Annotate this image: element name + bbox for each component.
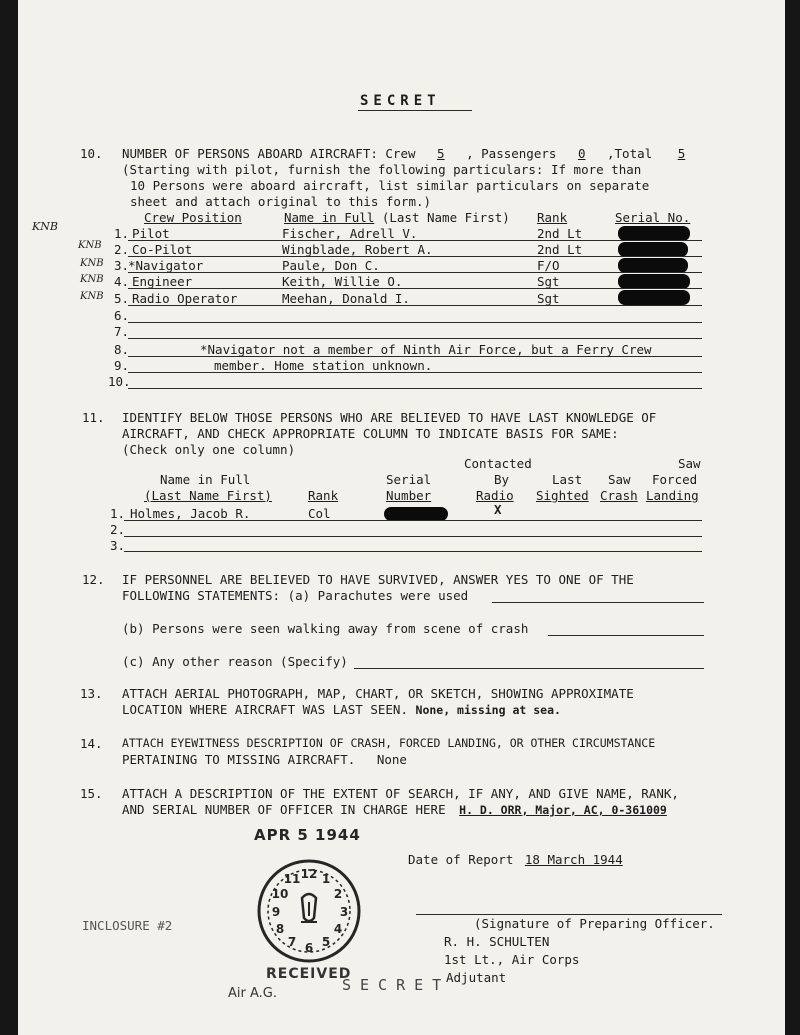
crew-row-4-rank: Sgt (537, 274, 560, 289)
s10-col-serial: Serial No. (615, 210, 691, 225)
s10-passengers-label: , Passengers (466, 146, 557, 161)
s11-row2-number: 2. (110, 522, 126, 537)
signature-caption: (Signature of Preparing Officer. (474, 916, 715, 931)
s11-row1-number: 1. (110, 506, 126, 521)
received-stamp: RECEIVED (266, 966, 352, 982)
s10-line1 (122, 146, 703, 161)
crew-row-2-rank: 2nd Lt (537, 242, 583, 257)
crew-row-10-line (128, 388, 702, 389)
s15-answer: H. D. ORR, Major, AC, 0-361009 (459, 803, 667, 817)
officer-title: Adjutant (446, 970, 507, 985)
s11-header-name: Name in Full (160, 472, 251, 487)
svg-text:6: 6 (304, 941, 314, 955)
crew-row-2-name: Wingblade, Robert A. (282, 242, 433, 257)
date-of-report (408, 852, 675, 867)
s14-answer: None (376, 752, 407, 767)
officer-name: R. H. SCHULTEN (444, 934, 550, 949)
crew-row-1-number: 1. (114, 226, 130, 241)
crew-row-2-position: Co-Pilot (132, 242, 193, 257)
s11-header-number: Number (386, 488, 432, 503)
svg-text:1: 1 (321, 872, 331, 886)
crew-row-10-number: 10. (108, 374, 131, 389)
s11-header-name-sub: (Last Name First) (144, 488, 272, 503)
s15-line1: ATTACH A DESCRIPTION OF THE EXTENT OF SEARCH, IF ANY, AND GIVE NAME, RANK, (122, 786, 679, 801)
s11-header-radio: Radio (476, 488, 514, 503)
crew-row-5-position: Radio Operator (132, 291, 238, 306)
crew-row-4-initials: KNB (80, 274, 104, 285)
svg-text:2: 2 (333, 887, 343, 901)
crew-row-4-line (128, 288, 702, 289)
s11-line2: AIRCRAFT, AND CHECK APPROPRIATE COLUMN TO INDICATE BASIS FOR SAME: (122, 426, 619, 441)
navigator-note-line1: *Navigator not a member of Ninth Air Force, but a Ferry Crew (200, 342, 652, 357)
crew-row-3-name: Paule, Don C. (282, 258, 380, 273)
inclosure-label: INCLOSURE #2 (82, 918, 173, 933)
crew-row-3-rank: F/O (537, 258, 560, 273)
s12-b-answer-line (548, 635, 704, 636)
s11-row3-line (124, 551, 702, 552)
s11-header-landing: Landing (646, 488, 699, 503)
s10-col-name-sub: (Last Name First) (381, 210, 510, 225)
crew-row-2-line (128, 256, 702, 257)
crew-row-9-number: 9. (114, 358, 130, 373)
signature-line (416, 914, 722, 915)
s14-number: 14. (80, 736, 103, 751)
crew-row-8-number: 8. (114, 342, 130, 357)
s10-passengers-value: 0 (577, 146, 586, 161)
crew-row-3-number: 3. (114, 258, 130, 273)
s13-answer: None, missing at sea. (415, 703, 561, 717)
svg-text:4: 4 (333, 922, 343, 936)
s11-header-crash: Crash (600, 488, 638, 503)
s13-line2-text: LOCATION WHERE AIRCRAFT WAS LAST SEEN. (122, 702, 408, 717)
s15-line2 (122, 802, 667, 818)
crew-row-1-rank: 2nd Lt (537, 226, 583, 241)
s11-header-saw-forced: Saw (678, 456, 701, 471)
crew-row-2-serial-redaction (618, 242, 688, 257)
s11-row1-name: Holmes, Jacob R. (130, 506, 251, 521)
s10-col-name-main: Name in Full (284, 210, 375, 225)
svg-text:8: 8 (275, 922, 285, 936)
classification-footer: SECRET (342, 976, 451, 994)
s10-crew-label: NUMBER OF PERSONS ABOARD AIRCRAFT: Crew (122, 146, 416, 161)
crew-row-1-initials: KNB (32, 220, 58, 233)
s11-header-contacted: Contacted (464, 456, 532, 471)
crew-row-4-name: Keith, Willie O. (282, 274, 403, 289)
crew-row-5-serial-redaction (618, 290, 690, 305)
s11-header-forced: Forced (652, 472, 698, 487)
crew-row-1-position: Pilot (132, 226, 170, 241)
crew-row-1-name: Fischer, Adrell V. (282, 226, 418, 241)
svg-text:12: 12 (300, 867, 318, 881)
s11-row1-rank: Col (308, 506, 331, 521)
crew-row-6-number: 6. (114, 308, 130, 323)
crew-row-5-rank: Sgt (537, 291, 560, 306)
crew-row-3-initials: KNB (80, 258, 104, 269)
s15-number: 15. (80, 786, 103, 801)
svg-text:7: 7 (287, 935, 297, 949)
s12-number: 12. (82, 572, 105, 587)
s12-a-answer-line (492, 602, 704, 603)
s15-line2-text: AND SERIAL NUMBER OF OFFICER IN CHARGE HERE (122, 802, 446, 817)
clock-stamp-icon (254, 856, 364, 966)
crew-row-3-serial-redaction (618, 258, 688, 273)
s11-number: 11. (82, 410, 105, 425)
s10-total-value: 5 (677, 146, 686, 161)
header-underline (358, 110, 472, 111)
s10-line4: sheet and attach original to this form.) (130, 194, 432, 209)
date-of-report-value: 18 March 1944 (524, 852, 623, 867)
s11-header-last: Last (552, 472, 583, 487)
s14-line1: ATTACH EYEWITNESS DESCRIPTION OF CRASH, FORCED LANDING, OR OTHER CIRCUMSTANCE (122, 736, 656, 750)
crew-row-7-line (128, 338, 702, 339)
crew-row-2-number: 2. (114, 242, 130, 257)
svg-text:11: 11 (283, 872, 301, 886)
navigator-note-line2: member. Home station unknown. (214, 358, 433, 373)
svg-text:5: 5 (321, 935, 331, 949)
crew-row-9-line (128, 372, 702, 373)
crew-row-8-line (128, 356, 702, 357)
crew-row-4-number: 4. (114, 274, 130, 289)
s11-header-by: By (494, 472, 510, 487)
date-of-report-label: Date of Report (408, 852, 514, 867)
crew-row-1-line (128, 240, 702, 241)
svg-text:10: 10 (271, 887, 289, 901)
svg-text:3: 3 (339, 905, 349, 919)
s13-line2 (122, 702, 561, 718)
s13-line1: ATTACH AERIAL PHOTOGRAPH, MAP, CHART, OR SKETCH, SHOWING APPROXIMATE (122, 686, 634, 701)
svg-text:9: 9 (271, 905, 281, 919)
crew-row-2-initials: KNB (78, 240, 102, 251)
crew-row-3-position: *Navigator (128, 258, 204, 273)
s12-line-b: (b) Persons were seen walking away from scene of crash (122, 621, 529, 636)
officer-rank: 1st Lt., Air Corps (444, 952, 580, 967)
s10-col-rank: Rank (537, 210, 568, 225)
crew-row-5-line (128, 305, 702, 306)
crew-row-5-initials: KNB (80, 291, 104, 302)
s11-row1-line (124, 520, 702, 521)
crew-row-1-serial-redaction (618, 226, 690, 241)
s12-line-c: (c) Any other reason (Specify) (122, 654, 348, 669)
s11-row2-line (124, 536, 702, 537)
s10-col-name (284, 210, 510, 225)
classification-header: SECRET (360, 93, 441, 109)
crew-row-3-line (128, 272, 702, 273)
s10-col-position: Crew Position (144, 210, 242, 225)
received-stamp-date: APR 5 1944 (254, 826, 361, 844)
s13-number: 13. (80, 686, 103, 701)
s11-line3: (Check only one column) (122, 442, 296, 457)
s12-c-answer-line (354, 668, 704, 669)
s10-number: 10. (80, 146, 103, 161)
s14-line2-text: PERTAINING TO MISSING AIRCRAFT. (122, 752, 356, 767)
crew-row-7-number: 7. (114, 324, 130, 339)
s10-line2: (Starting with pilot, furnish the following particulars: If more than (122, 162, 642, 177)
crew-row-4-serial-redaction (618, 274, 690, 289)
crew-row-6-line (128, 322, 702, 323)
s11-header-sighted: Sighted (536, 488, 589, 503)
crew-row-5-number: 5. (114, 291, 130, 306)
document-page (18, 0, 785, 1035)
s11-row1-contacted-by-radio-mark: X (494, 502, 502, 517)
s11-header-serial: Serial (386, 472, 432, 487)
s11-row3-number: 3. (110, 538, 126, 553)
crew-row-5-name: Meehan, Donald I. (282, 291, 410, 306)
s11-line1: IDENTIFY BELOW THOSE PERSONS WHO ARE BELIEVED TO HAVE LAST KNOWLEDGE OF (122, 410, 657, 425)
crew-row-4-position: Engineer (132, 274, 193, 289)
s11-row1-serial-redaction (384, 507, 448, 521)
s10-line3: 10 Persons were aboard aircraft, list similar particulars on separate (130, 178, 650, 193)
s11-header-rank: Rank (308, 488, 339, 503)
s12-line1: IF PERSONNEL ARE BELIEVED TO HAVE SURVIVED, ANSWER YES TO ONE OF THE (122, 572, 634, 587)
s14-line2 (122, 752, 407, 767)
s10-total-label: ,Total (607, 146, 653, 161)
s10-crew-value: 5 (437, 146, 445, 161)
s11-header-saw-crash: Saw (608, 472, 631, 487)
air-ag-handwriting: Air A.G. (228, 986, 277, 1001)
s12-line2: FOLLOWING STATEMENTS: (a) Parachutes were used (122, 588, 469, 603)
